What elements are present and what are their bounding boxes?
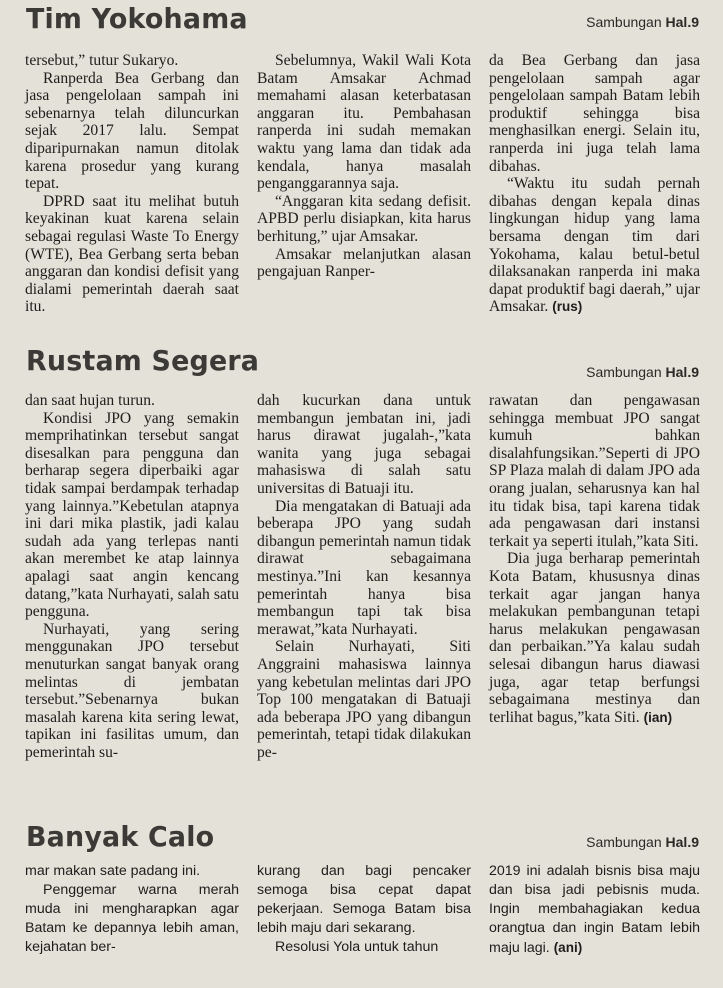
paragraph [257,638,471,761]
paragraph [257,193,471,246]
paragraph [25,392,239,410]
continued-label [586,14,699,30]
paragraph-text: “Anggaran kita sedang defisit. APBD perlu disiapkan, kita harus berhitung,” ujar Amsakar. [257,192,471,245]
paragraph [25,410,239,621]
paragraph [257,498,471,639]
paragraph [25,193,239,316]
paragraph [257,862,471,938]
continued-page: Hal.9 [665,364,699,380]
paragraph-text: Dia mengatakan di Batuaji ada beberapa JPO yang sudah dibangun pemerintah namun tidak dirawat sebagaimana mestinya.”Ini kan kesannya pemerintah hanya bisa membangun tapi tak bisa merawat,”kata Nurhayati. [257,497,471,638]
text-column-3 [489,52,700,316]
paragraph [257,392,471,498]
continued-page: Hal.9 [665,14,699,30]
article-header [0,818,723,862]
paragraph-text: Sebelumnya, Wakil Wali Kota Batam Amsakar Achmad memahami alasan keterbatasan anggaran itu. Pembahasan ranperda ini sudah memakan waktu yang lama dan tidak ada kendala, hanya masalah penganggarannya saja. [257,52,471,193]
paragraph-text: Selain Nurhayati, Siti Anggraini mahasiswa lainnya yang kebetulan melintas dari JPO Top 100 mengatakan di Batuaji ada beberapa JPO yang dibangun pemerintah, tetapi tidak dilakukan pe- [257,638,471,761]
paragraph-text: da Bea Gerbang dan jasa pengelolaan sampah agar pengelolaan sampah Batam lebih produktif sehingga bisa menghasilkan energi. Selain itu, ranperda ini juga telah lama dibahas. [489,52,700,175]
paragraph-text: tersebut,” tutur Sukaryo. [25,52,179,69]
paragraph-text: dan saat hujan turun. [25,392,155,409]
article-header [0,0,723,44]
article-title: Tim Yokohama [26,2,248,35]
paragraph [25,621,239,762]
text-column-2 [257,392,471,761]
text-column-1 [25,52,239,316]
paragraph-text: kurang dan bagi pencaker semoga bisa cepat dapat pekerjaan. Semoga Batam bisa lebih maju dari sekarang. [257,863,471,936]
article-header [0,342,723,386]
text-column-3 [489,862,700,958]
text-column-3 [489,392,700,726]
continued-text: Sambungan [586,834,662,850]
paragraph [257,246,471,281]
paragraph-text: Kondisi JPO yang semakin memprihatinkan tersebut sangat disesalkan para pengguna dan berharap segera diperbaiki agar tidak sampai berdampak terhadap yang lainnya.”Kebetulan atapnya ini dari mika plastik, jadi kalau sudah ada yang terlepas nanti akan merembet ke atap lainnya apalagi saat angin kencang datang,”kata Nurhayati, salah satu pengguna. [25,409,239,621]
text-column-1 [25,392,239,761]
text-column-2 [257,52,471,281]
article-title: Banyak Calo [26,820,215,853]
paragraph [489,862,700,958]
paragraph-text: Dia juga berharap pemerintah Kota Batam, khususnya dinas terkait agar jangan hanya melakukan pembangunan tetapi harus melakukan pengawasan dan perbaikan.”Ya kalau sudah selesai dibangun harus diawasi juga, agar tetap berfungsi sebagaimana mestinya dan terlihat bagus,”kata Siti. [489,550,700,726]
continued-label [586,364,699,380]
text-column-2 [257,862,471,957]
paragraph [489,392,700,550]
paragraph [25,862,239,881]
paragraph [489,52,700,175]
paragraph [489,175,700,316]
reporter-credit: (ian) [643,709,673,725]
paragraph [257,938,471,957]
paragraph-text: “Waktu itu sudah pernah dibahas dengan kepala dinas lingkungan hidup yang lama bersama dengan tim dari Yokohama, kalau betul-betul dilaksanakan ranperda ini maka dapat produktif bagi daerah,” ujar Amsakar. [489,175,700,316]
paragraph-text: Penggemar warna merah muda ini mengharapkan agar Batam ke depannya lebih aman, kejahatan ber- [25,882,239,955]
paragraph-text: rawatan dan pengawasan sehingga membuat JPO sangat kumuh bahkan disalahfungsikan.”Seperti di JPO SP Plaza malah di dalam JPO ada orang jualan, seharusnya kan hal itu tidak bisa, tapi karena tidak ada pengawasan dari instansi terkait ya seperti itulah,”kata Siti. [489,392,700,550]
paragraph-text: mar makan sate padang ini. [25,863,201,879]
paragraph-text: Amsakar melanjutkan alasan pengajuan Ranper- [257,245,471,281]
paragraph-text: DPRD saat itu melihat butuh keyakinan kuat karena selain sebagai regulasi Waste To Energy (WTE), Bea Gerbang serta beban anggaran dan kondisi defisit yang dialami pemerintah daerah saat itu. [25,192,239,316]
paragraph-text: Resolusi Yola untuk tahun [275,939,439,955]
text-column-1 [25,862,239,957]
article-title: Rustam Segera [26,344,260,377]
continued-label [586,834,699,850]
continued-page: Hal.9 [665,834,699,850]
paragraph-text: Ranperda Bea Gerbang dan jasa pengelolaan sampah ini sebenarnya telah diluncurkan sejak 2017 lalu. Sempat diparipurnakan namun ditolak karena prosedur yang kurang tepat. [25,69,239,193]
paragraph [257,52,471,193]
paragraph [25,70,239,193]
paragraph [25,881,239,957]
paragraph-text: 2019 ini adalah bisnis bisa maju dan bisa jadi pebisnis muda. Ingin membahagiakan kedua orangtua dan ingin Batam lebih maju lagi. [489,863,700,956]
paragraph [489,550,700,726]
continued-text: Sambungan [586,14,662,30]
paragraph [25,52,239,70]
continued-text: Sambungan [586,364,662,380]
reporter-credit: (rus) [552,299,583,315]
reporter-credit: (ani) [553,940,583,955]
paragraph-text: Nurhayati, yang sering menggunakan JPO tersebut menuturkan sangat banyak orang melintas di jembatan tersebut.”Sebenarnya bukan masalah karena kita sering lewat, tapikan ini fasilitas umum, dan pemerintah su- [25,620,239,761]
paragraph-text: dah kucurkan dana untuk membangun jembatan ini, jadi harus dirawat jugalah-,”kata wanita yang juga sebagai mahasiswa di salah satu universitas di Batuaji itu. [257,392,471,497]
